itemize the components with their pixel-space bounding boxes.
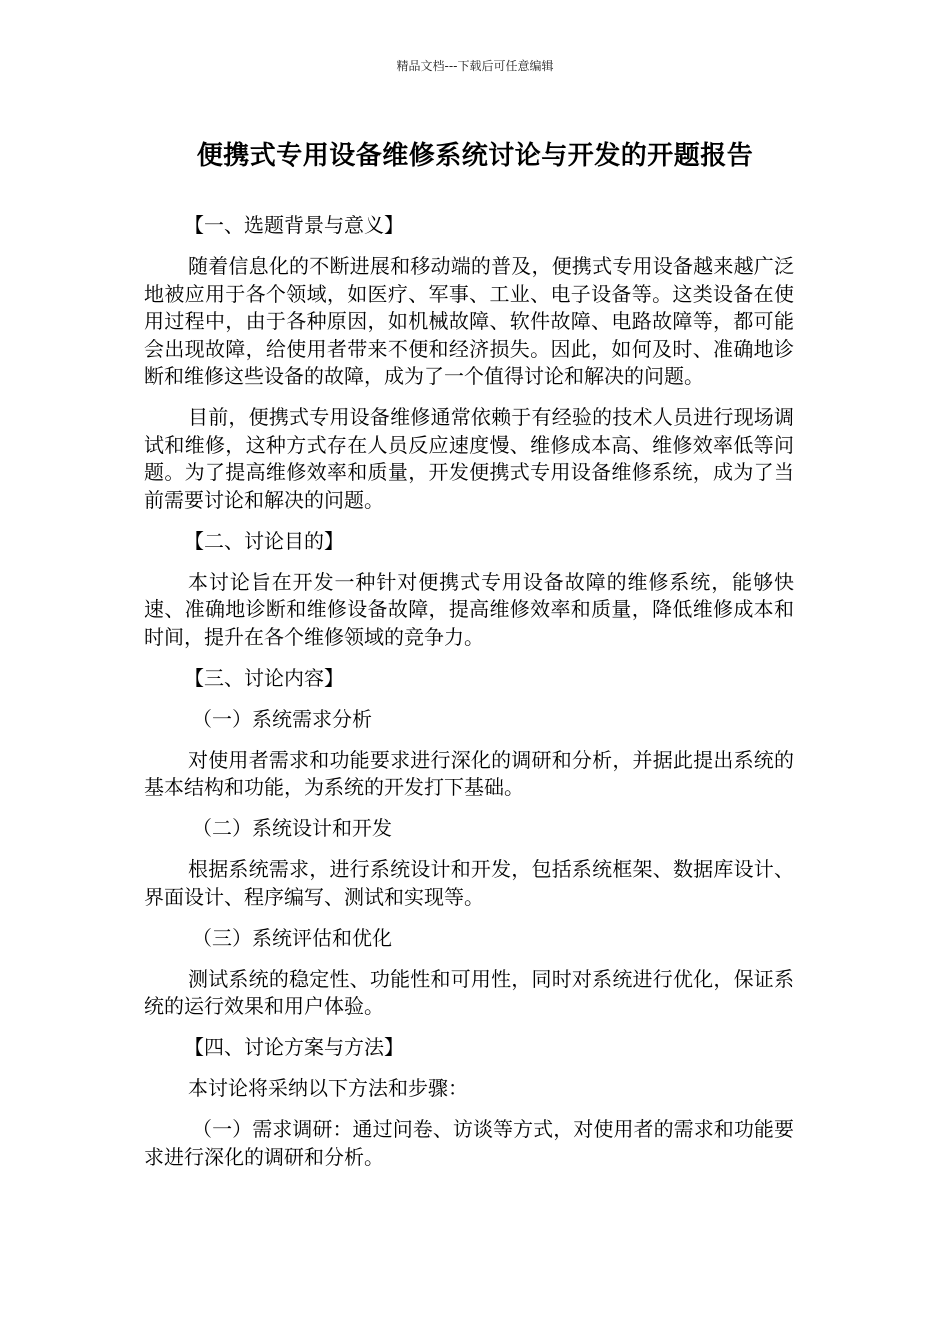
section-heading: 【四、讨论方案与方法】 — [184, 1035, 404, 1059]
paragraph: 随着信息化的不断进展和移动端的普及，便携式专用设备越来越广泛地被应用于各个领域，如医疗、军事、工业、电子设备等。这类设备在使用过程中，由于各种原因，如机械故障、软件故障、电路故障等，都可能会出现故障，给使用者带来不便和经济损失。因此，如何及时、准确地诊断和维修这些设备的故障，成为了一个值得讨论和解决的问题。 — [144, 254, 794, 388]
paragraph: 对使用者需求和功能要求进行深化的调研和分析，并据此提出系统的基本结构和功能，为系统的开发打下基础。 — [144, 747, 794, 799]
subsection-heading: （一）系统需求分析 — [192, 706, 372, 731]
paragraph: 本讨论旨在开发一种针对便携式专用设备故障的维修系统，能够快速、准确地诊断和维修设备故障，提高维修效率和质量，降低维修成本和时间，提升在各个维修领域的竞争力。 — [144, 569, 794, 649]
section-heading: 【二、讨论目的】 — [184, 528, 344, 553]
document-body — [144, 212, 794, 1185]
section-heading: 【三、讨论内容】 — [184, 665, 344, 690]
section-heading: 【一、选题背景与意义】 — [184, 213, 404, 237]
document-title: 便携式专用设备维修系统讨论与开发的开题报告 — [196, 141, 754, 171]
paragraph: 根据系统需求，进行系统设计和开发，包括系统框架、数据库设计、界面设计、程序编写、测试和实现等。 — [144, 857, 794, 909]
page-header-note: 精品文档---下载后可任意编辑 — [396, 59, 554, 73]
paragraph: 目前，便携式专用设备维修通常依赖于有经验的技术人员进行现场调试和维修，这种方式存在人员反应速度慢、维修成本高、维修效率低等问题。为了提高维修效率和质量，开发便携式专用设备维修系统，成为了当前需要讨论和解决的问题。 — [144, 405, 794, 512]
paragraph: （一）需求调研：通过问卷、访谈等方式，对使用者的需求和功能要求进行深化的调研和分析。 — [144, 1117, 794, 1169]
subsection-heading: （二）系统设计和开发 — [192, 816, 392, 840]
paragraph: 测试系统的稳定性、功能性和可用性，同时对系统进行优化，保证系统的运行效果和用户体验。 — [144, 966, 794, 1018]
paragraph: 本讨论将采纳以下方法和步骤： — [188, 1076, 468, 1100]
subsection-heading: （三）系统评估和优化 — [192, 925, 392, 950]
